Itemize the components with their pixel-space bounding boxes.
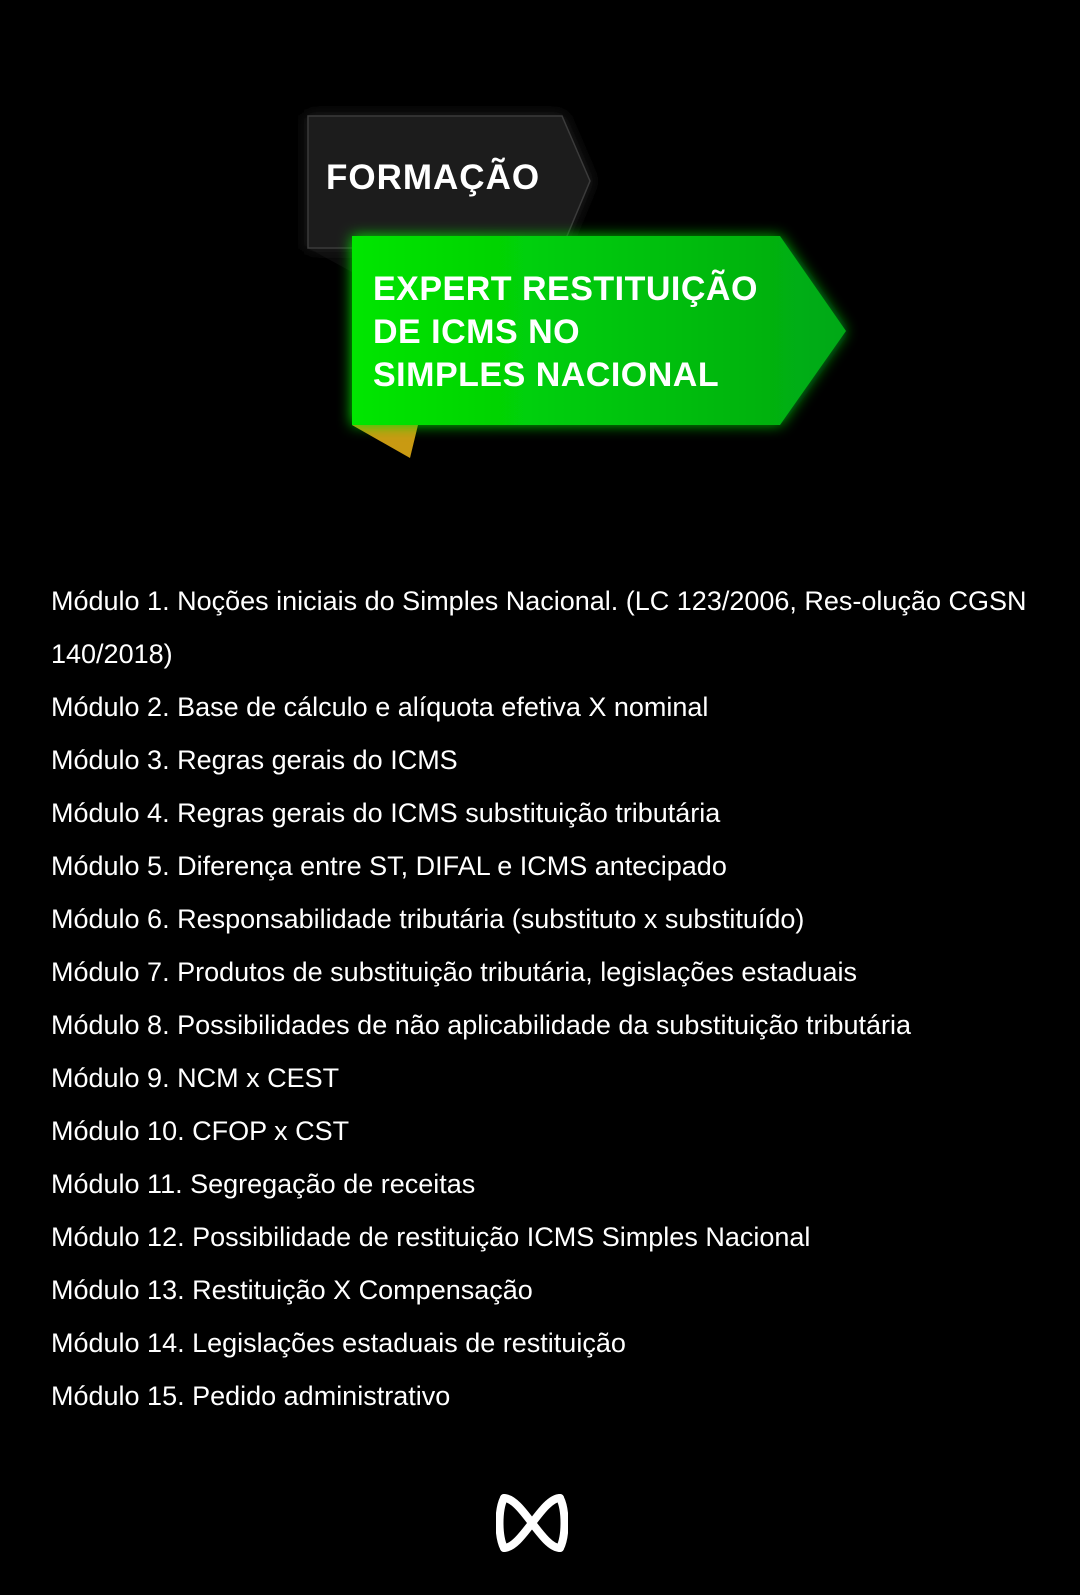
module-item: Módulo 9. NCM x CEST <box>51 1063 340 1093</box>
module-item: Módulo 13. Restituição X Compensação <box>51 1275 533 1305</box>
module-item: Módulo 12. Possibilidade de restituição ICMS Simples Nacional <box>51 1222 811 1252</box>
module-item: Módulo 6. Responsabilidade tributária (substituto x substituído) <box>51 904 805 934</box>
brand-logo-icon <box>496 1492 568 1554</box>
banner-subtitle: EXPERT RESTITUIÇÃO DE ICMS NO SIMPLES NACIONAL <box>373 270 758 394</box>
module-item: Módulo 7. Produtos de substituição tributária, legislações estaduais <box>51 957 857 987</box>
banner-shapes <box>0 0 1080 520</box>
module-item: Módulo 1. Noções iniciais do Simples Nacional. (LC 123/2006, Res-olução CGSN 140/2018) <box>51 586 1027 669</box>
module-item: Módulo 8. Possibilidades de não aplicabilidade da substituição tributária <box>51 1010 912 1040</box>
module-list <box>51 575 1051 1423</box>
title-banner <box>0 0 1080 520</box>
module-item: Módulo 4. Regras gerais do ICMS substituição tributária <box>51 798 721 828</box>
banner-title: FORMAÇÃO <box>326 158 541 197</box>
module-item: Módulo 10. CFOP x CST <box>51 1116 350 1146</box>
module-item: Módulo 15. Pedido administrativo <box>51 1381 451 1411</box>
module-item: Módulo 2. Base de cálculo e alíquota efetiva X nominal <box>51 692 709 722</box>
module-item: Módulo 11. Segregação de receitas <box>51 1169 476 1199</box>
module-item: Módulo 14. Legislações estaduais de restituição <box>51 1328 626 1358</box>
module-item: Módulo 3. Regras gerais do ICMS <box>51 745 458 775</box>
module-item: Módulo 5. Diferença entre ST, DIFAL e ICMS antecipado <box>51 851 727 881</box>
